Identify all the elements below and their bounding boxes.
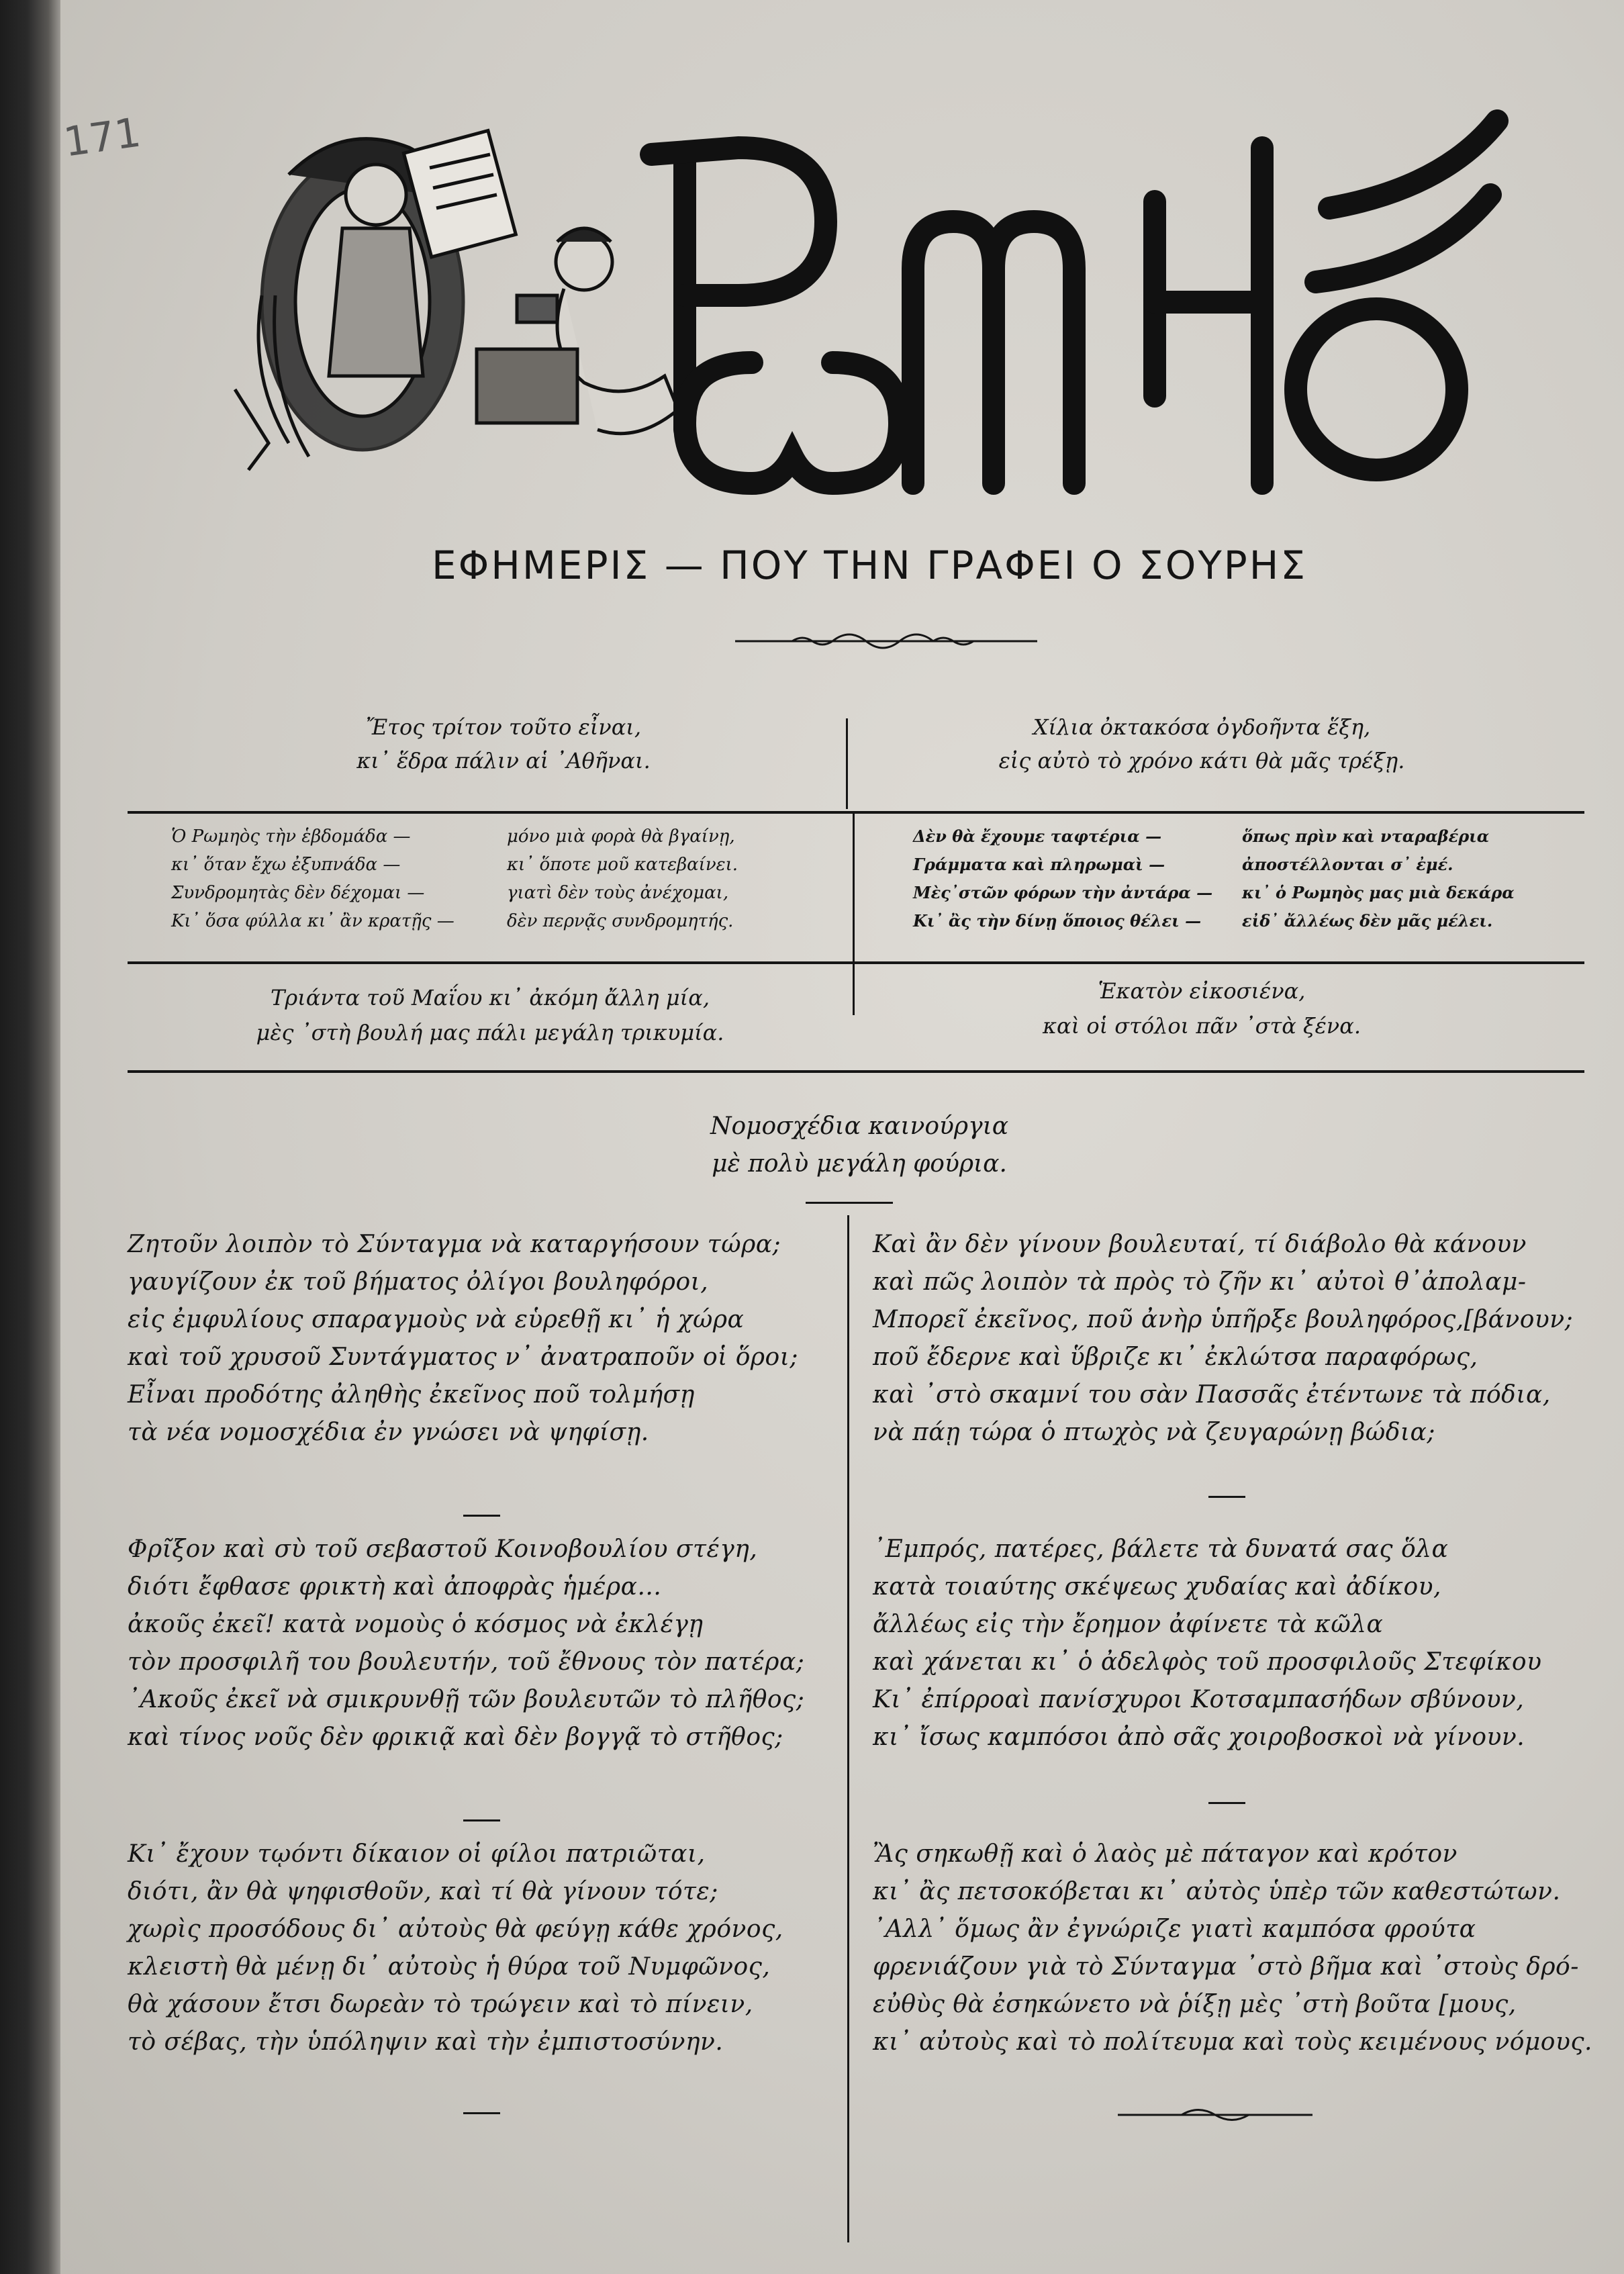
stanza: Φρῖξον καὶ σὺ τοῦ σεβαστοῦ Κοινοβουλίου στέγη, διότι ἔφθασε φρικτὴ καὶ ἀποφρὰς ἡμέρα... ἀκοῦς ἐκεῖ! κατὰ νομοὺς ὁ κόσμος νὰ ἐκλέγῃ τὸν προσφιλῆ του βουλευτήν, τοῦ ἔθνους τὸν πατέρα; ᾽Ακοῦς ἐκεῖ νὰ σμικρυνθῇ τῶν βουλευτῶν τὸ πλῆθος; καὶ τίνος νοῦς δὲν φρικιᾷ καὶ δὲν βογγᾷ τὸ στῆθος; bbox=[128, 1535, 805, 1751]
column-divider bbox=[847, 1215, 849, 2242]
date-verse-left: Τριάντα τοῦ Μαΐου κι᾽ ἀκόμη ἄλλη μία, μὲς ᾽στὴ βουλή μας πάλι μεγάλη τρικυμία. bbox=[256, 985, 724, 1045]
decorative-ornament bbox=[732, 628, 1041, 655]
date-verse-right: Ἑκατὸν εἰκοσιένα, καὶ οἱ στόλοι πᾶν ᾽στὰ ξένα. bbox=[1043, 978, 1361, 1039]
stanza-separator bbox=[1208, 1802, 1245, 1804]
stanza: Ζητοῦν λοιπὸν τὸ Σύνταγμα νὰ καταργήσουν τώρα; γαυγίζουν ἐκ τοῦ βήματος ὀλίγοι βουληφόροι, εἰς ἐμφυλίους σπαραγμοὺς νὰ εὑρεθῇ κι᾽ ἡ χώρα καὶ τοῦ χρυσοῦ Συντάγματος ν᾽ ἀνατραποῦν οἱ ὅροι; Εἶναι προδότης ἀληθὴς ἐκεῖνος ποῦ τολμήσῃ τὰ νέα νομοσχέδια ἐν γνώσει νὰ ψηφίσῃ. bbox=[128, 1231, 798, 1446]
year-verse-right: Χίλια ὀκτακόσα ὀγδοῆντα ἕξη, εἰς αὐτὸ τὸ χρόνο κάτι θὰ μᾶς τρέξῃ. bbox=[998, 714, 1405, 773]
header-rule-3 bbox=[128, 1070, 1584, 1073]
terms-left: Ὁ Ρωμηὸς τὴν ἑβδομάδα — μόνο μιὰ φορὰ θὰ βγαίνῃ, κι᾽ ὅταν ἔχω ἐξυπνάδα — κι᾽ ὅποτε μοῦ κατεβαίνει. Συνδρομητὰς δὲν δέχομαι — γιατὶ δὲν τοὺς ἀνέχομαι, Κι᾽ ὅσα φύλλα κι᾽ ἂν κρατῇς — δὲν περνᾷς συνδρομητής. bbox=[171, 826, 738, 931]
stanza-separator bbox=[1208, 1496, 1245, 1498]
stanza: Κι᾽ ἔχουν τῳόντι δίκαιον οἱ φίλοι πατριῶται, διότι, ἂν θὰ ψηφισθοῦν, καὶ τί θὰ γίνουν τότε; χωρὶς προσόδους δι᾽ αὐτοὺς θὰ φεύγῃ κάθε χρόνος, κλειστὴ θὰ μένῃ δι᾽ αὐτοὺς ἡ θύρα τοῦ Νυμφῶνος, θὰ χάσουν ἔτσι δωρεὰν τὸ τρώγειν καὶ τὸ πίνειν, τὸ σέβας, τὴν ὑπόληψιν καὶ τὴν ἐμπιστοσύνην. bbox=[128, 1840, 783, 2056]
stanza-separator bbox=[463, 1819, 500, 1821]
intro-separator bbox=[806, 1202, 893, 1204]
header-column-divider bbox=[846, 718, 848, 809]
article-intro: Νομοσχέδια καινούργια μὲ πολὺ μεγάλη φούρια. bbox=[710, 1112, 1009, 1178]
year-verse-left: Ἔτος τρίτον τοῦτο εἶναι, κι᾽ ἕδρα πάλιν αἱ ᾽Αθῆναι. bbox=[356, 714, 651, 773]
terms-column-divider bbox=[853, 814, 855, 1015]
stanza-separator bbox=[463, 1515, 500, 1517]
margin-note: 171 bbox=[60, 109, 144, 167]
terms-right: Δὲν θὰ ἔχουμε ταφτέρια — ὅπως πρὶν καὶ νταραβέρια Γράμματα καὶ πληρωμαὶ — ἀποστέλλονται σ᾽ ἐμέ. Μὲς᾽στῶν φόρων τὴν ἀντάρα — κι᾽ ὁ Ρωμηὸς μας μιὰ δεκάρα Κι᾽ ἂς τὴν δίνῃ ὅποιος θέλει — εἰδ᾽ ἄλλέως δὲν μᾶς μέλει. bbox=[913, 826, 1515, 931]
header-rule-1 bbox=[128, 811, 1584, 814]
stanza: Καὶ ἂν δὲν γίνουν βουλευταί, τί διάβολο θὰ κάνουν καὶ πῶς λοιπὸν τὰ πρὸς τὸ ζῆν κι᾽ αὐτοὶ θ᾽ἀπολαμ- Μπορεῖ ἐκεῖνος, ποῦ ἀνὴρ ὑπῆρξε βουληφόρος,[βάνουν; ποῦ ἔδερνε καὶ ὕβριζε κι᾽ ἐκλώτσα παραφόρως, καὶ ᾽στὸ σκαμνί του σὰν Πασσᾶς ἐτέντωνε τὰ πόδια, νὰ πάῃ τώρα ὁ πτωχὸς νὰ ζευγαρώνῃ βώδια; bbox=[873, 1231, 1574, 1446]
poem-right-column bbox=[873, 1226, 1592, 2140]
masthead-title bbox=[604, 107, 1544, 524]
stanza-separator bbox=[463, 2112, 500, 2114]
book-spine bbox=[0, 0, 60, 2274]
stanza: Ἂς σηκωθῇ καὶ ὁ λαὸς μὲ πάταγον καὶ κρότον κι᾽ ἂς πετσοκόβεται κι᾽ αὐτὸς ὑπὲρ τῶν καθεστώτων. ᾽Αλλ᾽ ὅμως ἂν ἐγνώριζε γιατὶ καμπόσα φρούτα φρενιάζουν γιὰ τὸ Σύνταγμα ᾽στὸ βῆμα καὶ ᾽στοὺς δρό- εὐθὺς θὰ ἐσηκώνετο νὰ ῥίξῃ μὲς ᾽στὴ βοῦτα [μους, κι᾽ αὐτοὺς καὶ τὸ πολίτευμα καὶ τοὺς κειμένους νόμους. bbox=[873, 1840, 1592, 2056]
header-rule-2 bbox=[128, 961, 1584, 964]
closing-ornament bbox=[1114, 2105, 1316, 2125]
masthead-subtitle: ΕΦΗΜΕΡΙΣ — ΠΟΥ ΤΗΝ ΓΡΑΦΕΙ Ο ΣΟΥΡΗΣ bbox=[431, 542, 1308, 588]
stanza: ᾽Εμπρός, πατέρες, βάλετε τὰ δυνατά σας ὅλα κατὰ τοιαύτης σκέψεως χυδαίας καὶ ἀδίκου, ἄλλέως εἰς τὴν ἔρημον ἀφίνετε τὰ κῶλα καὶ χάνεται κι᾽ ὁ ἀδελφὸς τοῦ προσφιλοῦς Στεφίκου Κι᾽ ἐπίρροαὶ πανίσχυροι Κοτσαμπασήδων σβύνουν, κι᾽ ἴσως καμπόσοι ἀπὸ σᾶς χοιροβοσκοὶ νὰ γίνουν. bbox=[873, 1535, 1542, 1751]
poem-left-column bbox=[128, 1226, 832, 2140]
